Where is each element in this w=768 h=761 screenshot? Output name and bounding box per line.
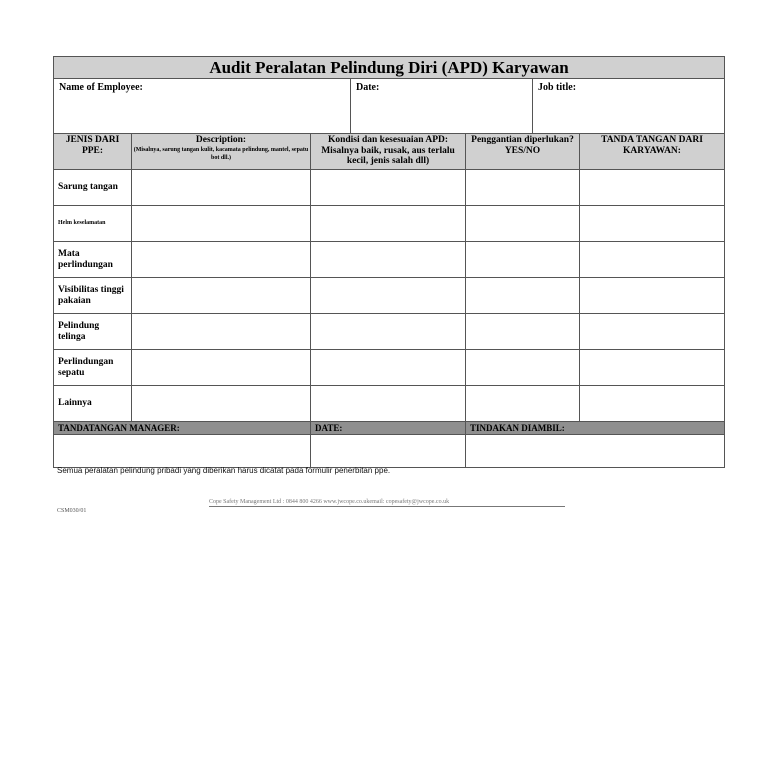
replacement-cell[interactable]: [466, 350, 580, 385]
signoff-header-row: [54, 422, 724, 435]
item-label: Helm keselamatan: [54, 206, 132, 241]
signature-cell[interactable]: [580, 314, 724, 349]
record-note: Semua peralatan pelindung pribadi yang diberikan harus dicatat pada formulir penerbitan ppe.: [57, 466, 391, 475]
item-label: Visibilitas tinggi pakaian: [54, 278, 132, 313]
description-cell[interactable]: [132, 314, 311, 349]
item-label: Perlindungan sepatu: [54, 350, 132, 385]
manager-signature-field[interactable]: [54, 435, 311, 467]
replacement-cell[interactable]: [466, 206, 580, 241]
table-row: [54, 206, 724, 242]
signature-cell[interactable]: [580, 350, 724, 385]
table-row: [54, 314, 724, 350]
form-title: Audit Peralatan Pelindung Diri (APD) Karyawan: [54, 57, 724, 79]
action-taken-field[interactable]: [466, 435, 724, 467]
table-row: [54, 350, 724, 386]
signoff-date-field[interactable]: [311, 435, 466, 467]
condition-cell[interactable]: [311, 242, 466, 277]
description-cell[interactable]: [132, 170, 311, 205]
condition-cell[interactable]: [311, 350, 466, 385]
description-cell[interactable]: [132, 350, 311, 385]
condition-cell[interactable]: [311, 170, 466, 205]
signature-cell[interactable]: [580, 386, 724, 421]
company-footer: Cope Safety Management Ltd : 0844 800 4266 www.jwcope.co.ukemail: copesafety@jwcope.co.uk: [209, 499, 565, 507]
employee-name-field[interactable]: [54, 79, 351, 133]
action-taken-label: TINDAKAN DIAMBIL:: [470, 423, 565, 433]
condition-cell[interactable]: [311, 314, 466, 349]
table-row: [54, 386, 724, 422]
manager-signature-label: TANDATANGAN MANAGER:: [54, 422, 311, 434]
employee-info-row: [54, 79, 724, 134]
header-condition: Kondisi dan kesesuaian APD: Misalnya baik, rusak, aus terlalu kecil, jenis salah dll): [311, 134, 466, 169]
item-label: Mata perlindungan: [54, 242, 132, 277]
item-label: Pelindung telinga: [54, 314, 132, 349]
header-description-example: (Misalnya, sarung tangan kulit, kacamata pelindung, mantel, sepatu bot dll.): [133, 146, 309, 161]
signature-cell[interactable]: [580, 170, 724, 205]
table-header-row: [54, 134, 724, 170]
document-code: CSM030/01: [57, 508, 87, 514]
job-title-field[interactable]: [533, 79, 724, 133]
description-cell[interactable]: [132, 278, 311, 313]
replacement-cell[interactable]: [466, 314, 580, 349]
signoff-input-row: [54, 435, 724, 467]
condition-cell[interactable]: [311, 278, 466, 313]
condition-cell[interactable]: [311, 206, 466, 241]
ppe-table: [54, 134, 724, 422]
table-row: [54, 278, 724, 314]
signature-cell[interactable]: [580, 242, 724, 277]
replacement-cell[interactable]: [466, 386, 580, 421]
condition-cell[interactable]: [311, 386, 466, 421]
signoff-date-label: DATE:: [311, 422, 466, 434]
item-label: Sarung tangan: [54, 170, 132, 205]
signature-cell[interactable]: [580, 206, 724, 241]
ppe-audit-form: [53, 56, 725, 468]
replacement-cell[interactable]: [466, 278, 580, 313]
replacement-cell[interactable]: [466, 170, 580, 205]
header-description: [132, 134, 311, 169]
job-title-label: Job title:: [538, 82, 577, 93]
description-cell[interactable]: [132, 386, 311, 421]
replacement-cell[interactable]: [466, 242, 580, 277]
item-label: Lainnya: [54, 386, 132, 421]
table-row: [54, 242, 724, 278]
header-replacement: Penggantian diperlukan? YES/NO: [466, 134, 580, 169]
employee-name-label: Name of Employee:: [59, 82, 143, 93]
header-ppe-type: JENIS DARI PPE:: [54, 134, 132, 169]
date-label: Date:: [356, 82, 380, 93]
date-field[interactable]: [351, 79, 533, 133]
description-cell[interactable]: [132, 206, 311, 241]
signature-cell[interactable]: [580, 278, 724, 313]
header-signature: TANDA TANGAN DARI KARYAWAN:: [601, 135, 703, 156]
header-description-label: Description:: [195, 135, 247, 145]
description-cell[interactable]: [132, 242, 311, 277]
table-row: [54, 170, 724, 206]
